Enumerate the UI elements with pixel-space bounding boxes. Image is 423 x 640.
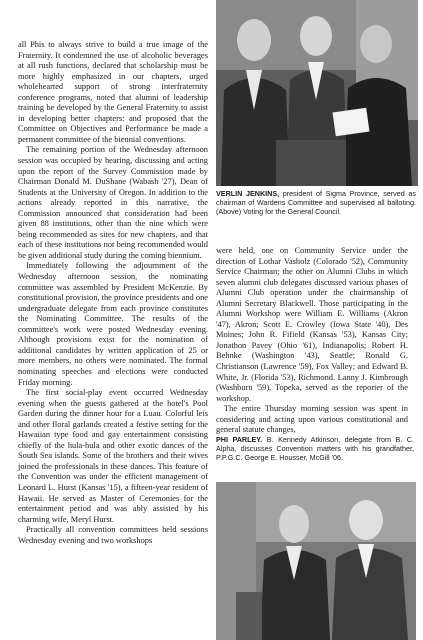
article-paragraph: The first social-play event occurred Wednesday evening when the guests gathered at the hotel's Pool Garden during the dinner hour for a Luau. Colorful leis and other floral garlands created a festive setting for the Hawaiian type food and gay entertainment consisting chiefly of the hula-hula and other exotic dances of the South Sea islands. Some of the brothers and their wives joined the professionals in these dances. This feature of the Convention was under the efficient management of Leonard L. Hurst (Kansas '15), a fifteen-year resident of Hawaii. He served as Master of Ceremonies for the entertainment period and was ably assisted by his charming wife, Meryl Hurst. bbox=[18, 388, 208, 524]
convention-voting-photo bbox=[216, 0, 418, 186]
article-paragraph: Practically all convention committees held sessions Wednesday evening and two workshops bbox=[18, 525, 208, 545]
caption-lead: VERLIN JENKINS, bbox=[216, 189, 280, 198]
top-photo-caption bbox=[216, 190, 416, 217]
parley-photo-drawing bbox=[216, 482, 416, 640]
caption-text: president of Sigma Province, served as chairman of Wardens Committee and supervised all balloting. (Above) Voting for the General Council. bbox=[216, 189, 416, 216]
article-paragraph: The entire Thursday morning session was spent in considering and acting upon various constitutional and general statute changes, bbox=[216, 404, 408, 435]
caption-lead: PHI PARLEY. bbox=[216, 435, 263, 444]
article-paragraph: all Phis to always strive to build a true image of the Fraternity. It condemned the use of alcoholic beverages at all rush functions, declared that scholarship must be more highly emphasized in our chapters, urged wholehearted support of strong interfraternity conference programs, noted that alumni of leadership training be developed by the General Fraternity to assist in developing better chapters: and proposed that the Committee on Objectives and Performance be made a permanent committee of the biennial conventions. bbox=[18, 40, 208, 144]
article-right-column bbox=[216, 246, 408, 436]
article-paragraph: The remaining portion of the Wednesday afternoon session was occupied by hearing, discussing and acting upon the report of the Survey Commission made by Chairman Donald M. DuShane (Wabash '27), Dean of Students at the University of Oregon. In addition to the actions already reported in this narrative, the Commission announced that consideration had been given 88 institutions, other than the nine which were being recommended as sites for new chapters, and that each of these institutions not being recommended would be given additional study during the coming biennium. bbox=[18, 145, 208, 260]
article-left-column bbox=[18, 40, 208, 546]
article-paragraph: Immediately following the adjournment of the Wednesday afternoon session, the nominating committee was assembled by President McKenzie. By constitutional provision, the province presidents and one undergraduate delegate from each province constitutes the Nominating Committee. The results of the committee's work were posted Wednesday evening. Although provisions exist for the nomination of additional candidates by written application of 25 or more members, no others were nominated. The formal nominating speeches and elections were conducted Friday morning. bbox=[18, 261, 208, 387]
bottom-photo-caption bbox=[216, 436, 414, 463]
caption-text: B. Kennedy Atkinson, delegate from B. C. Alpha, discusses Convention matters with his grandfather, P.P.G.C. George E. Housser, McGill '06. bbox=[216, 435, 414, 462]
voting-photo-drawing bbox=[216, 0, 418, 186]
article-paragraph: were held, one on Community Service under the direction of Lothar Vasholz (Colorado '52), Community Service Chairman; the other on Alumni Clubs in which seven alumni club delegates discussed various phases of Alumni Club operation under the chairmanship of Alumni Secretary Blackwell. Those participating in the Alumni Workshop were William E. Williams (Akron '47), Akron; Scott E. Crowley (Iowa State '40), Des Moines; John R. Fifield (Kansas '53), Kansas City; Jonathon Pavey (Ohio '61), Indianapolis; Robert H. Behnke (Washington '43), Seattle; Ronald G. Christianson (Lawrence '59), Fox Valley; and Edward B. White, Jr. (Florida '53), Richmond. Lanny J. Kimbrough (Washburn '59), Topeka, served as the reporter of the workshop. bbox=[216, 246, 408, 403]
phi-parley-photo bbox=[216, 482, 416, 640]
